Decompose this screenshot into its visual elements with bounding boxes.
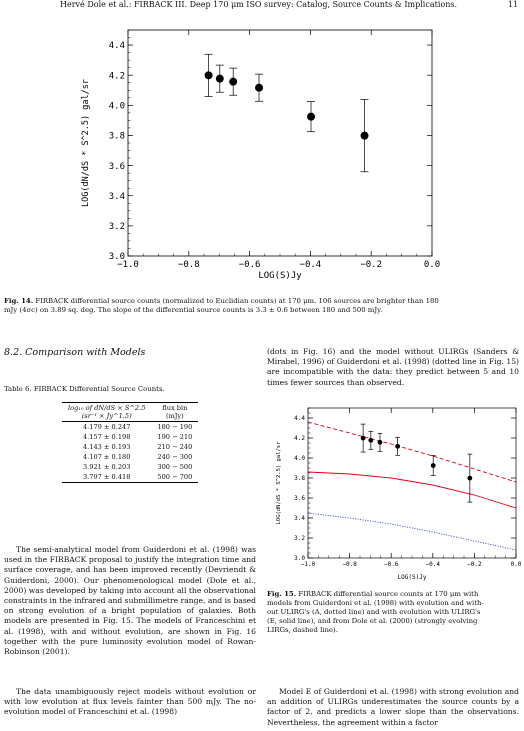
fig14-plot-frame <box>128 30 432 256</box>
table6-caption: Table 6. FIRBACK Differential Source Counts. <box>4 385 165 393</box>
data-point <box>216 75 224 83</box>
left-paragraph-1: The semi-analytical model from Guiderdoni et al. (1998) was used in the FIRBACK proposal to justify the integration time and surface coverage, and has been improved recently (Devriendt & Guiderdoni, 2000). Our phenomenological model (Dole et al., 2000) was developed by taking into account all the observational constraints in the infrared and submillimetre range, and is based on strong evolution of a bright population of galaxies. Both models are presented in Fig. 15. The models of Franceschini et al. (1998), with and without evolution, are shown in Fig. 16 together with the pure luminosity evolution model of Rowan-Robinson (2001). <box>4 545 256 657</box>
x-tick-label: −0.4 <box>425 561 441 568</box>
fig14-caption-line1: FIRBACK differential source counts (normalized to Euclidian counts) at 170 μm. 106 sources are brighter than 180 <box>35 297 439 305</box>
table6-header-col1-a: log₁₀ of dN/dS × S^2.5 <box>68 404 146 412</box>
fig14-caption-line2: mJy (4σc) on 3.89 sq. deg. The slope of the differential source counts is 3.3 ± 0.6 between 180 and 500 mJy. <box>4 306 383 314</box>
data-point <box>378 440 383 445</box>
table-cell-logn: 4.179 ± 0.247 <box>82 423 131 431</box>
data-point <box>467 476 472 481</box>
x-tick-label: −0.2 <box>360 260 383 270</box>
section-heading: 8.2. Comparison with Models <box>4 347 146 358</box>
fig14-data-points <box>205 54 369 172</box>
model-line-dashed <box>308 422 516 482</box>
fig15-caption-label: Fig. 15. <box>267 590 297 598</box>
x-tick-label: −0.8 <box>342 561 357 568</box>
fig15-caption-line: out ULIRG's (A, dotted line) and with evolution with ULIRG's <box>267 608 481 616</box>
table6-header-col2-a: flux bin <box>162 404 188 412</box>
data-point <box>255 84 263 92</box>
x-tick-label: −0.2 <box>467 561 482 568</box>
data-point <box>229 78 237 86</box>
y-tick-label: 4.2 <box>294 435 305 443</box>
fig15-ticks <box>294 408 522 568</box>
table-row <box>62 442 198 452</box>
table-cell-bin: 240 − 300 <box>157 453 193 461</box>
table-cell-logn: 4.157 ± 0.198 <box>82 433 131 441</box>
model-line-dotted <box>308 513 516 550</box>
table-cell-logn: 4.107 ± 0.180 <box>82 453 131 461</box>
right-paragraph: Model E of Guiderdoni et al. (1998) with strong evolution and an addition of ULIRGs underestimates the source counts by a factor of 2, and predicts a lower slope than the observations. Nevertheless, the agreement within a factor <box>267 687 519 727</box>
table-row <box>62 422 198 433</box>
fig15-model-lines <box>308 422 516 550</box>
fig15-plot-frame <box>308 408 516 558</box>
y-tick-label: 3.6 <box>108 161 125 172</box>
fig15-caption-line: models from Guiderdoni et al. (1998) with evolution and with- <box>267 599 484 607</box>
table-cell-bin: 500 − 700 <box>157 473 193 481</box>
table-row <box>62 432 198 442</box>
data-point <box>431 463 436 468</box>
table6-header-col2 <box>151 403 198 422</box>
x-tick-label: −1.0 <box>117 260 139 270</box>
fig14-ylabel: LOG(dN/dS * S^2.5) gal/sr <box>81 79 91 207</box>
right-column-top-paragraph: (dots in Fig. 16) and the model without ULIRGs (Sanders & Mirabel, 1996) of Guiderdoni et al. (1998) (dotted line in Fig. 15) are incompatible with the data: they predict between 5 and 10 times fewer sources than observed. <box>267 347 519 387</box>
y-tick-label: 3.0 <box>108 252 125 263</box>
fig15-chart <box>268 404 522 582</box>
table-row <box>62 452 198 462</box>
fig15-caption-line: (E, solid line), and from Dole et al. (2000) (strongly evolving <box>267 617 478 625</box>
x-tick-label: −0.6 <box>238 260 261 270</box>
y-tick-label: 3.8 <box>108 131 125 142</box>
fig15-xlabel: LOG(S)Jy <box>397 574 427 581</box>
y-tick-label: 4.0 <box>108 101 125 112</box>
fig14-caption <box>4 297 520 315</box>
left-paragraph-2: The data unambiguously reject models without evolution or with low evolution at flux levels fainter than 500 mJy. The no-evolution model of Franceschini et al. (1998) <box>4 687 256 717</box>
running-title: Hervé Dole et al.: FIRBACK III. Deep 170 μm ISO survey: Catalog, Source Counts & Implications. <box>60 0 458 9</box>
x-tick-label: −0.6 <box>383 561 399 568</box>
x-tick-label: 0.0 <box>510 561 522 568</box>
table-cell-bin: 190 − 210 <box>157 433 193 441</box>
data-point <box>361 132 369 140</box>
table-cell-bin: 180 − 190 <box>157 423 193 431</box>
y-tick-label: 4.0 <box>294 455 305 463</box>
y-tick-label: 4.2 <box>108 71 125 82</box>
y-tick-label: 4.4 <box>108 41 125 52</box>
fig14-ticks <box>109 30 440 270</box>
table6 <box>62 402 198 483</box>
fig15-ylabel: LOG(dN/dS * S^2.5) gal/sr <box>276 441 282 525</box>
fig14-xlabel: LOG(S)Jy <box>258 271 302 281</box>
table-cell-logn: 3.921 ± 0.203 <box>82 463 131 471</box>
table-cell-bin: 210 − 240 <box>157 443 193 451</box>
y-tick-label: 3.6 <box>294 495 305 503</box>
y-tick-label: 3.2 <box>108 222 125 233</box>
table-row <box>62 462 198 472</box>
fig15-caption-line: FIRBACK differential source counts at 170 μm with <box>298 590 479 598</box>
table6-header-col1-b: (sr⁻¹ × Jy^1.5) <box>81 412 132 420</box>
table-cell-logn: 4.143 ± 0.193 <box>82 443 131 451</box>
y-tick-label: 3.4 <box>294 515 305 523</box>
fig15-caption <box>267 590 521 635</box>
table-row <box>62 472 198 483</box>
fig14-caption-label: Fig. 14. <box>4 297 34 305</box>
model-line-solid <box>308 472 516 508</box>
x-tick-label: −1.0 <box>300 561 316 568</box>
page-number: 11 <box>508 0 519 9</box>
data-point <box>307 113 315 121</box>
data-point <box>368 438 373 443</box>
x-tick-label: 0.0 <box>423 260 441 270</box>
table-cell-logn: 3.797 ± 0.418 <box>82 473 131 481</box>
data-point <box>361 436 366 441</box>
fig15-caption-line: LIRGs, dashed line). <box>267 626 338 634</box>
x-tick-label: −0.8 <box>177 260 200 270</box>
table-cell-bin: 300 − 500 <box>157 463 193 471</box>
y-tick-label: 4.4 <box>294 415 305 423</box>
x-tick-label: −0.4 <box>299 260 322 270</box>
y-tick-label: 3.8 <box>294 475 305 483</box>
fig14-chart <box>70 18 470 290</box>
y-tick-label: 3.2 <box>294 535 305 543</box>
data-point <box>395 444 400 449</box>
table6-header-col2-b: (mJy) <box>165 412 184 420</box>
data-point <box>205 71 213 79</box>
table6-header-col1 <box>62 403 151 422</box>
y-tick-label: 3.4 <box>108 191 125 202</box>
y-tick-label: 3.0 <box>294 555 305 563</box>
